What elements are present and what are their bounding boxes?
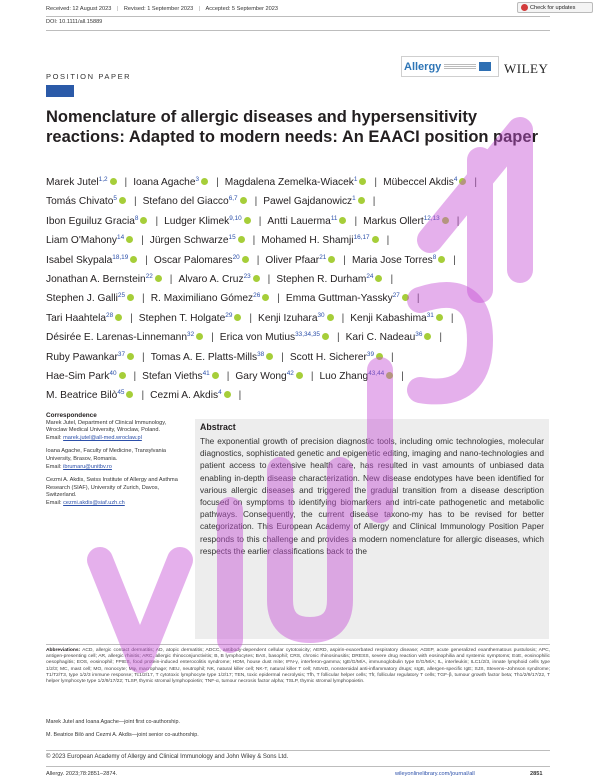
author[interactable] (267, 216, 348, 227)
affiliation-ref[interactable]: 18,19 (112, 253, 129, 261)
author-name: Jonathan A. Bernstein (46, 274, 146, 286)
author-name: Kenji Kabashima (350, 312, 427, 324)
orcid-icon[interactable] (459, 178, 466, 185)
author-name: Antti Lauerma (267, 215, 331, 227)
author-name: Désirée E. Larenas-Linnemann (46, 332, 188, 344)
affiliation-ref[interactable]: 9,10 (229, 214, 242, 222)
author[interactable] (265, 255, 337, 266)
email-link[interactable]: cezmi.akdis@siaf.uzh.ch (63, 499, 125, 506)
affiliation-ref[interactable]: 22 (145, 273, 153, 281)
author-separator: | (267, 274, 271, 286)
author-separator: | (450, 312, 454, 324)
header-divider (46, 16, 550, 17)
correspondence-block: Cezmi A. Akdis, Swiss Institute of Allergy and Asthma Research (SIAF), University of Zurich, Davos, Switzerland. Email: cezmi.akdis@siaf.uzh.ch (46, 477, 178, 506)
author-name: Oliver Pfaar (265, 254, 320, 266)
eaaci-logo-icon (46, 85, 74, 97)
affiliation-ref[interactable]: 26 (253, 292, 261, 300)
author-separator: | (141, 390, 145, 402)
author-name: Erica von Mutius (219, 332, 296, 344)
author-name: Hae-Sim Park (46, 371, 110, 383)
abbreviations-divider (46, 644, 550, 645)
abbreviations-label: Abbreviations: (46, 648, 81, 653)
author-name: Magdalena Zemelka-Wiacek (224, 177, 354, 188)
check-updates-label: Check for updates (530, 4, 576, 11)
eaaci-badge-icon (479, 62, 491, 71)
author-separator: | (211, 332, 214, 344)
email-link[interactable]: ibrumaru@unitbv.ro (63, 463, 112, 470)
author-row (46, 211, 558, 230)
author-separator: | (142, 293, 145, 305)
author[interactable] (46, 235, 135, 246)
author-separator: | (145, 254, 148, 266)
author-separator: | (252, 235, 256, 247)
author-separator: | (354, 215, 358, 227)
author-name: Jürgen Schwarze (149, 235, 229, 247)
author[interactable] (263, 196, 366, 207)
abstract-box (195, 419, 549, 639)
abstract-heading: Abstract (200, 422, 236, 432)
dates-line: Received: 12 August 2023 | Revised: 1 September 2023 | Accepted: 5 September 2023 (46, 6, 278, 12)
affiliation-ref[interactable]: 38 (257, 350, 265, 358)
author-row (46, 172, 558, 191)
author-row (46, 288, 558, 307)
footnote: M. Beatrice Bilò and Cezmi A. Akdis—joint senior co-authorship. (46, 732, 199, 738)
affiliation-ref[interactable]: 3 (195, 176, 200, 183)
orcid-icon[interactable] (376, 353, 383, 360)
author-separator: | (155, 215, 159, 227)
footer-divider (46, 766, 550, 767)
author-separator: | (254, 196, 258, 208)
author-name: Oscar Palomares (153, 254, 233, 266)
author[interactable] (352, 255, 447, 266)
orcid-icon[interactable] (438, 256, 445, 263)
author[interactable] (46, 255, 139, 266)
author[interactable] (46, 293, 136, 304)
affiliation-ref[interactable]: 32 (187, 331, 195, 339)
author-name: Markus Ollert (363, 215, 424, 227)
author-row (46, 347, 558, 366)
author-name: Kari C. Nadeau (345, 332, 416, 344)
author-separator: | (169, 274, 173, 286)
author-row (46, 269, 558, 288)
copyright: © 2023 European Academy of Allergy and Clinical Immunology and John Wiley & Sons Ltd. (46, 754, 289, 760)
author-name: Emma Guttman-Yassky (285, 293, 393, 305)
affiliation-ref[interactable]: 11 (330, 214, 338, 222)
author-separator: | (372, 196, 376, 208)
affiliation-ref[interactable]: 31 (426, 311, 434, 319)
orcid-icon[interactable] (375, 275, 382, 282)
header-divider (46, 30, 550, 31)
affiliation-ref[interactable]: 15 (228, 234, 236, 242)
check-updates-button[interactable] (517, 2, 593, 13)
author-separator: | (390, 274, 394, 286)
orcid-icon[interactable] (240, 197, 247, 204)
orcid-icon[interactable] (296, 372, 303, 379)
orcid-icon[interactable] (119, 197, 126, 204)
author[interactable] (46, 313, 124, 324)
author-name: Stephen R. Durham (276, 274, 367, 286)
affiliation-ref[interactable]: 16,17 (353, 234, 370, 242)
orcid-icon[interactable] (442, 217, 449, 224)
author[interactable] (46, 352, 136, 363)
received-date: Received: 12 August 2023 (46, 6, 112, 12)
author-name: Liam O'Mahony (46, 235, 118, 247)
journal-logo-tagline-icon (444, 63, 476, 70)
author-name: Mübeccel Akdis (383, 177, 454, 188)
orcid-icon[interactable] (127, 353, 134, 360)
author-separator: | (416, 293, 420, 305)
orcid-icon[interactable] (436, 314, 443, 321)
author-separator: | (336, 332, 340, 344)
author-separator: | (238, 390, 242, 402)
author-separator: | (226, 371, 230, 383)
affiliation-ref[interactable]: 12,13 (423, 214, 440, 222)
author[interactable] (290, 352, 385, 363)
author[interactable] (143, 196, 249, 207)
orcid-icon[interactable] (327, 314, 334, 321)
orcid-icon[interactable] (130, 256, 137, 263)
author-separator: | (216, 177, 219, 188)
author-separator: | (124, 177, 128, 188)
author-separator: | (130, 312, 133, 324)
author[interactable] (46, 371, 128, 382)
orcid-icon[interactable] (126, 391, 133, 398)
affiliation-ref[interactable]: 37 (117, 350, 126, 358)
affiliation-ref[interactable]: 1 (353, 176, 358, 183)
author[interactable] (46, 216, 149, 227)
orcid-icon[interactable] (253, 275, 260, 282)
author[interactable] (46, 177, 119, 188)
orcid-icon[interactable] (119, 372, 126, 379)
author[interactable] (164, 216, 253, 227)
author[interactable] (151, 352, 276, 363)
author-separator: | (456, 215, 460, 227)
author-row (46, 385, 558, 404)
author-name: Alvaro A. Cruz (178, 274, 244, 286)
orcid-icon[interactable] (328, 256, 335, 263)
orcid-icon[interactable] (339, 217, 346, 224)
crossmark-icon (521, 4, 528, 11)
affiliation-ref[interactable]: 23 (243, 273, 251, 281)
correspondence-block: Ioana Agache, Faculty of Medicine, Transylvania University, Brasov, Romania. Email: ibrumaru@unitbv.ro (46, 448, 167, 470)
affiliation-ref[interactable]: 27 (392, 292, 400, 300)
author-name: Luo Zhang (319, 371, 369, 383)
affiliation-ref[interactable]: 36 (415, 331, 423, 339)
author[interactable] (319, 371, 395, 382)
affiliation-ref[interactable]: 39 (366, 350, 374, 358)
citation: Allergy. 2023;78:2851–2874. (46, 771, 118, 777)
orcid-icon[interactable] (244, 217, 251, 224)
doi[interactable]: DOI: 10.1111/all.15889 (46, 19, 103, 25)
affiliation-ref[interactable]: 14 (117, 234, 125, 242)
author-separator: | (142, 351, 145, 363)
author-name: M. Beatrice Bilò (46, 390, 118, 402)
affiliation-ref[interactable]: 25 (117, 292, 126, 300)
author-name: Cezmi A. Akdis (150, 390, 219, 402)
author[interactable] (142, 371, 221, 382)
orcid-icon[interactable] (358, 197, 365, 204)
author-name: Tomas A. E. Platts-Mills (150, 351, 258, 363)
author-name: Tari Haahtela (46, 312, 107, 324)
orcid-icon[interactable] (359, 178, 366, 185)
revised-date: Revised: 1 September 2023 (123, 6, 194, 12)
author[interactable] (350, 313, 445, 324)
journal-name: Allergy (404, 60, 442, 73)
author[interactable] (346, 332, 434, 343)
footnote: Marek Jutel and Ioana Agache—joint first co-authorship. (46, 719, 180, 725)
author-name: Ludger Klimek (164, 215, 230, 227)
journal-url[interactable]: wileyonlinelibrary.com/journal/all (395, 771, 475, 777)
author-separator: | (249, 312, 253, 324)
author-separator: | (258, 215, 262, 227)
author-separator: | (401, 371, 404, 383)
orcid-icon[interactable] (242, 256, 249, 263)
orcid-icon[interactable] (234, 314, 241, 321)
author-name: Stephen T. Holgate (138, 312, 226, 324)
author-name: Pawel Gajdanowicz (263, 196, 353, 208)
copyright-divider (46, 750, 550, 751)
affiliation-ref[interactable]: 24 (366, 273, 374, 281)
affiliation-ref[interactable]: 1,2 (98, 176, 108, 183)
correspondence (46, 412, 186, 514)
publisher-logo: WILEY (504, 61, 549, 76)
author-separator: | (256, 254, 260, 266)
author[interactable] (258, 313, 336, 324)
author-name: Mohamed H. Shamji (261, 235, 354, 247)
author-name: Ibon Eguiluz Gracia (46, 215, 135, 227)
author-separator: | (141, 235, 144, 247)
author-separator: | (281, 351, 284, 363)
author[interactable] (286, 293, 411, 304)
author[interactable] (46, 196, 128, 207)
orcid-icon[interactable] (115, 314, 122, 321)
orcid-icon[interactable] (140, 217, 147, 224)
author-separator: | (343, 254, 346, 266)
author-separator: | (374, 177, 378, 188)
author[interactable] (150, 390, 233, 401)
author-name: Ioana Agache (133, 177, 196, 188)
author-name: Isabel Skypala (46, 254, 113, 266)
author-row (46, 327, 558, 346)
author-name: Marek Jutel (46, 177, 99, 188)
orcid-icon[interactable] (127, 294, 134, 301)
orcid-icon[interactable] (110, 178, 117, 185)
author-row (46, 308, 558, 327)
author[interactable] (46, 390, 135, 401)
author-separator: | (453, 254, 456, 266)
affiliation-ref[interactable]: 8 (134, 214, 139, 222)
orcid-icon[interactable] (126, 236, 133, 243)
author-separator: | (439, 332, 443, 344)
author[interactable] (139, 313, 244, 324)
author[interactable] (154, 255, 251, 266)
correspondence-block: Marek Jutel, Department of Clinical Immunology, Wroclaw Medical University, Wroclaw, Poland. Email: marek.jutel@all-med.wroclaw.pl (46, 419, 167, 441)
affiliation-ref[interactable]: 42 (286, 370, 294, 378)
affiliation-ref[interactable]: 33,34,35 (295, 331, 320, 339)
orcid-icon[interactable] (266, 353, 273, 360)
orcid-icon[interactable] (424, 333, 431, 340)
author-name: R. Maximiliano Gómez (150, 293, 254, 305)
affiliation-ref[interactable]: 28 (106, 311, 114, 319)
affiliation-ref[interactable]: 5 (113, 195, 117, 203)
orcid-icon[interactable] (196, 333, 203, 340)
orcid-icon[interactable] (402, 294, 409, 301)
correspondence-heading: Correspondence (46, 412, 97, 419)
author-separator: | (386, 235, 390, 247)
affiliation-ref[interactable]: 8 (432, 253, 437, 261)
author-separator: | (341, 312, 345, 324)
affiliation-ref[interactable]: 4 (218, 389, 222, 397)
abbreviations-text: ACD, allergic contact dermatitis; AD, atopic dermatitis; ADCC, antibody-dependent cellular cytotoxicity; AERD, aspirin-exacerbated respiratory disease; AGEP, acute generalized exanthematous pustulosis; APC, antigen-presenting cell; AR, allergic rhinitis; ARC, allergic rhinoconjunctivitis; B, B lymphocytes; BAS, basophil; CRS, chronic rhinosinusitis; DRESS, severe drug reaction with eosinophilia and systemic symptoms; EoE, eosinophilic oesophagitis; EOS, eosinophil; FPIES, food protein-induced enterocolitis syndrome; HDM, house dust mite; IFN-γ, interferon-gamma; IgE/G/M/A, immunoglobulin type E/G/M/A; IL, interleukin; ILC1/2/3, innate lymphoid cells type 1/2/3; MC, mast cell; MO, monocyte; Mφ, macrophage; NEU, neutrophil; NK, natural killer cell; NK-T, natural killer T cell; NSAID, nonsteroidal anti-inflammatory drugs; sIgE, allergen-specific IgE; SJS, Stevens–Johnson syndrome; T1/T2/T3, type 1/2/3 immune response; Tc1/2/17, T cytotoxic lymphocyte type 1/2/17; TEN, toxic epidermal necrolysis; Tfh, T follicular helper cells; Tfr, follicular regulatory T cells; TGF-β, tumour growth factor beta; Th1/2/9/17/22, T helper lymphocyte type 1/2/9/17/22; TLSP, thymic stromal lymphopoietin; TNF-α, tumour necrosis factor alpha; TSLP, thymic stromal lymphopoietin. (46, 648, 551, 685)
author-row (46, 230, 558, 249)
affiliation-ref[interactable]: 20 (232, 253, 240, 261)
author-name: Maria Jose Torres (351, 254, 433, 266)
affiliation-ref[interactable]: 29 (225, 311, 233, 319)
author[interactable] (225, 177, 369, 188)
author-name: Kenji Izuhara (258, 312, 318, 324)
author-list (46, 172, 558, 405)
author[interactable] (363, 216, 451, 227)
affiliation-ref[interactable]: 30 (317, 311, 325, 319)
author-name: Scott H. Sicherer (289, 351, 367, 363)
author[interactable] (235, 371, 304, 382)
watermark-stroke (100, 560, 180, 660)
affiliation-ref[interactable]: 6,7 (228, 195, 238, 203)
author[interactable] (150, 235, 247, 246)
affiliation-ref[interactable]: 43,44 (368, 370, 385, 378)
orcid-icon[interactable] (322, 333, 329, 340)
orcid-icon[interactable] (155, 275, 162, 282)
author[interactable] (133, 177, 210, 188)
paper-type: POSITION PAPER (46, 72, 132, 81)
author-separator: | (310, 371, 314, 383)
abstract-text: The exponential growth of precision diagnostic tools, including omic technologies, molecular diagnostics, sophisticated genetic and epigenetic editing, imaging and nano-technologies and patient access to extensive health care, has resulted in vast amounts of unbiased data enabling in-depth disease characterization. New disease endotypes have been identified for various allergic diseases and triggered the gradual transition from a disease description focused on symptoms to identifying biomarkers and intri-cate pathogenetic and metabolic pathways. Consequently, the current disease taxono-my has to be revised for better categorization. This European Academy of Allergy and Clinical Immunology Position Paper responds to this challenge and provides a modern nomenclature for allergic diseases, which respects the earlier classifications back to the (200, 436, 544, 556)
orcid-icon[interactable] (201, 178, 208, 185)
author-name: Ruby Pawankar (46, 351, 118, 363)
orcid-icon[interactable] (212, 372, 219, 379)
author-row (46, 191, 558, 210)
affiliation-ref[interactable]: 4 (453, 176, 458, 183)
author-separator: | (391, 351, 394, 363)
author[interactable] (46, 332, 205, 343)
author-row (46, 250, 558, 269)
orcid-icon[interactable] (224, 391, 231, 398)
author-name: Stefan Vieths (142, 371, 203, 383)
orcid-icon[interactable] (386, 372, 393, 379)
author-name: Gary Wong (235, 371, 287, 383)
author[interactable] (276, 274, 384, 285)
author-separator: | (474, 177, 478, 188)
abbreviations (46, 648, 550, 685)
journal-logo (401, 56, 499, 77)
paper-title: Nomenclature of allergic diseases and hypersensitivity reactions: Adapted to modern needs: An EAACI position paper (46, 108, 538, 146)
author[interactable] (46, 274, 164, 285)
author-name: Stefano del Giacco (142, 196, 229, 208)
affiliation-ref[interactable]: 41 (202, 370, 210, 378)
email-link[interactable]: marek.jutel@all-med.wroclaw.pl (63, 434, 142, 441)
page-number: 2851 (530, 771, 543, 777)
affiliation-ref[interactable]: 40 (109, 370, 117, 378)
author[interactable] (178, 274, 261, 285)
author[interactable] (383, 177, 468, 188)
author[interactable] (151, 293, 272, 304)
author-separator: | (133, 371, 137, 383)
author-row (46, 366, 558, 385)
orcid-icon[interactable] (262, 294, 269, 301)
affiliation-ref[interactable]: 45 (117, 389, 125, 397)
affiliation-ref[interactable]: 1 (352, 195, 356, 203)
author-separator: | (277, 293, 280, 305)
author-name: Stephen J. Galli (46, 293, 118, 305)
orcid-icon[interactable] (372, 236, 379, 243)
affiliation-ref[interactable]: 21 (319, 253, 327, 261)
author[interactable] (261, 235, 380, 246)
author[interactable] (220, 332, 331, 343)
orcid-icon[interactable] (238, 236, 245, 243)
accepted-date: Accepted: 5 September 2023 (205, 6, 278, 12)
author-name: Tomás Chivato (46, 196, 114, 208)
author-separator: | (133, 196, 137, 208)
